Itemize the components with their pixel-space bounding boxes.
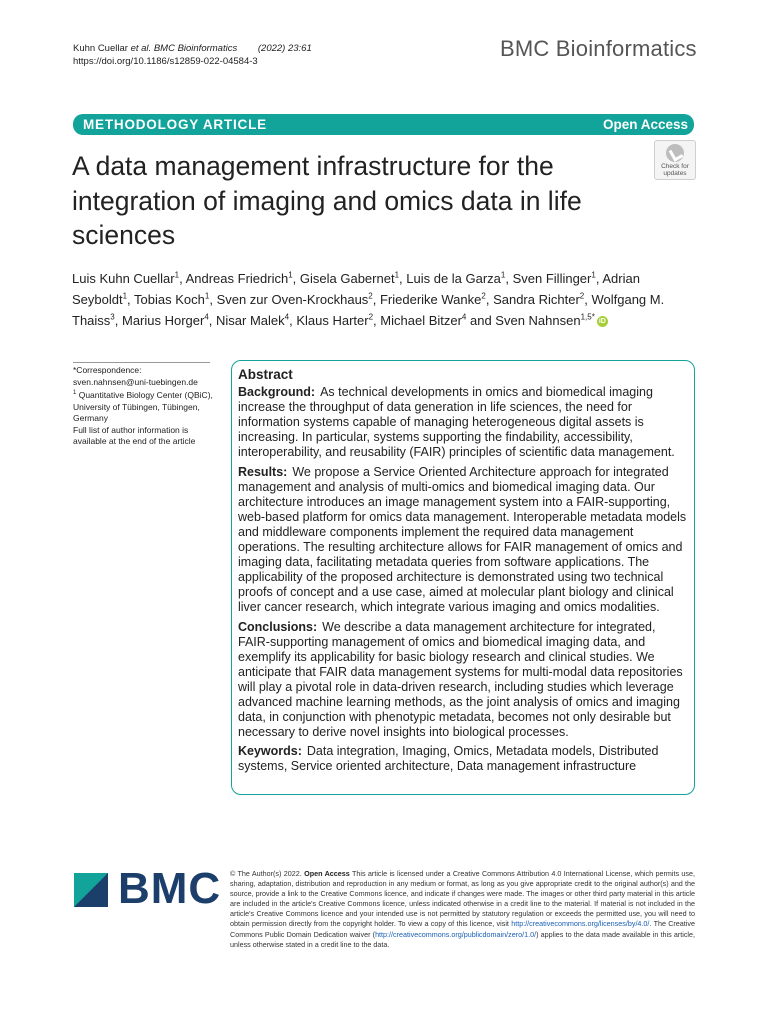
- author-affiliation: 4: [284, 312, 290, 322]
- author[interactable]: [380, 292, 486, 307]
- author-name: Luis de la Garza: [406, 271, 501, 286]
- author-name: Sven Fillinger: [512, 271, 592, 286]
- author-name: Friederike Wanke: [379, 292, 482, 307]
- author-affiliation: 2: [368, 291, 373, 301]
- orcid-icon[interactable]: iD: [598, 318, 606, 326]
- doi-link[interactable]: https://doi.org/10.1186/s12859-022-04584-3: [73, 56, 258, 67]
- author-name: Sven Nahnsen: [495, 313, 581, 328]
- abstract-background: [238, 385, 688, 460]
- author-name: Adrian Seyboldt: [72, 271, 640, 307]
- author[interactable]: [513, 271, 596, 286]
- running-header-citation: [73, 42, 312, 68]
- author[interactable]: [300, 271, 399, 286]
- license-link-cc0[interactable]: http://creativecommons.org/publicdomain/zero/1.0/: [375, 929, 537, 939]
- author-affiliation: 1: [394, 270, 400, 280]
- keywords-label: Keywords:: [238, 744, 302, 759]
- author-affiliation: 2: [579, 291, 585, 301]
- author-affiliation: 1,5*: [580, 312, 595, 322]
- author-affiliation: 1: [122, 291, 128, 301]
- author[interactable]: [493, 292, 584, 307]
- abstract-heading: Abstract: [238, 367, 293, 382]
- badge-line-1: Check for: [661, 163, 689, 170]
- author-affiliation: 4: [204, 312, 209, 322]
- sidebar-divider: [73, 362, 210, 363]
- author-name: Sandra Richter: [493, 292, 580, 307]
- article-title: A data management infrastructure for the integration of imaging and omics data in life sciences: [72, 151, 582, 250]
- author-affiliation: 4: [461, 312, 467, 322]
- bmc-logo-mark: [74, 873, 108, 907]
- affiliation-text: Quantitative Biology Center (QBiC), University of Tübingen, Tübingen, Germany: [73, 390, 213, 424]
- author-name: Wolfgang M. Thaiss: [72, 292, 665, 328]
- article-type-label: METHODOLOGY ARTICLE: [83, 117, 267, 132]
- author-name: Tobias Koch: [134, 292, 205, 307]
- citation-journal: BMC Bioinformatics: [153, 43, 238, 54]
- citation-et-al: et al.: [130, 43, 152, 54]
- background-label: Background:: [238, 385, 316, 400]
- author-affiliation: 2: [481, 291, 486, 301]
- author-name: Sven zur Oven-Krockhaus: [216, 292, 369, 307]
- author[interactable]: [217, 292, 373, 307]
- author-name: Gisela Gabernet: [299, 271, 395, 286]
- affiliation: [73, 388, 213, 425]
- keywords-text: Data integration, Imaging, Omics, Metadata models, Distributed systems, Service oriented architecture, Data management infrastructure: [238, 744, 659, 774]
- check-for-updates-icon: [666, 144, 684, 162]
- background-text: As technical developments in omics and biomedical imaging increase the throughput of data generation in life sciences, the need for information systems capable of managing heterogeneous digital assets is increasing. In particular, systems supporting the findability, accessibility, interoperability, and reusability (FAIR) principles of scientific data management.: [238, 385, 675, 460]
- results-label: Results:: [238, 464, 288, 479]
- license-text-3: ) applies to the data made available in this article, unless otherwise stated in a credit line to the data.: [230, 929, 696, 949]
- author-name: Luis Kuhn Cuellar: [72, 271, 175, 286]
- author-name: Andreas Friedrich: [185, 271, 289, 286]
- license-link-cc-by[interactable]: http://creativecommons.org/licenses/by/4.0/: [511, 919, 650, 929]
- author-affiliation: 1: [591, 270, 596, 280]
- correspondence-label: *Correspondence:: [73, 365, 142, 375]
- citation-line: [73, 42, 312, 55]
- author-name: Nisar Malek: [216, 313, 285, 328]
- abstract-results: [238, 465, 688, 616]
- affiliation-number: 1: [73, 390, 77, 397]
- correspondence-email[interactable]: sven.nahnsen@uni-tuebingen.de: [73, 376, 198, 387]
- author[interactable]: [216, 313, 289, 328]
- abstract-conclusions: [238, 620, 688, 741]
- bmc-logo-text: BMC: [118, 864, 222, 913]
- author[interactable]: [122, 313, 209, 328]
- author[interactable]: [495, 313, 595, 328]
- author-affiliation: 1: [174, 270, 180, 280]
- citation-authors: Kuhn Cuellar: [73, 43, 128, 54]
- abstract: [238, 367, 688, 778]
- author[interactable]: [380, 313, 466, 328]
- license-text-2: . The Creative Commons Public Domain Dedication waiver (: [230, 919, 695, 939]
- author-name: Marius Horger: [121, 313, 205, 328]
- open-access-label: Open Access: [602, 117, 688, 132]
- correspondence-sidebar: [73, 365, 213, 448]
- author[interactable]: [72, 271, 179, 286]
- author[interactable]: [406, 271, 505, 286]
- author[interactable]: [134, 292, 209, 307]
- license-open-access: Open Access: [304, 869, 350, 878]
- author-name: Klaus Harter: [296, 313, 369, 328]
- conclusions-label: Conclusions:: [238, 619, 318, 634]
- author-info-note: Full list of author information is available at the end of the article: [73, 424, 196, 447]
- badge-line-2: updates: [663, 170, 687, 177]
- license-text-1: This article is licensed under a Creative Commons Attribution 4.0 International License, which permits use, sharing, adaptation, distribution and reproduction in any medium or format, as long as you give appropriate credit to the original author(s) and the source, provide a link to the Creative Commons licence, and indicate if changes were made. The images or other third party material in this article are included in the article's Creative Commons licence, unless indicated otherwise in a credit line to the material. If material is not included in the article's Creative Commons licence and your intended use is not permitted by statutory regulation or exceeds the permitted use, you will need to obtain permission directly from the copyright holder. To view a copy of this licence, visit: [230, 869, 695, 929]
- check-for-updates-badge[interactable]: [654, 140, 696, 180]
- abstract-keywords: [238, 744, 688, 774]
- journal-name: BMC Bioinformatics: [500, 36, 697, 61]
- author-affiliation: 1: [500, 270, 506, 280]
- author-name: Michael Bitzer: [380, 313, 462, 328]
- author-affiliation: 2: [368, 312, 374, 322]
- author[interactable]: [296, 313, 373, 328]
- copyright: © The Author(s) 2022.: [230, 869, 302, 878]
- author-affiliation: 1: [288, 270, 293, 280]
- author-affiliation: 1: [204, 291, 210, 301]
- author-list: Luis Kuhn Cuellar$^1$, Andreas Friedrich$^1$, Gisela Gabernet$^1$, Luis de la Garza$^1$, Sven Fillinger$^1$, Adrian Seyboldt$^1$, Tobias Koch$^1$, Sven zur Oven-Krockhaus$^2$, Friederike Wanke$^2$, Sandra Richter$^2$, Wolfgang M. Thaiss$^3$, Marius Horger$^4$, Nisar Malek$^4$, Klaus Harter$^2$, Michael Bitzer$^4$ and Sven Nahnsen$^{1,5*}$ iD: [72, 270, 665, 328]
- citation-year-volume: (2022) 23:61: [257, 43, 312, 54]
- author-affiliation: 3: [110, 312, 115, 322]
- conclusions-text: We describe a data management architecture for integrated, FAIR-supporting management of omics and biomedical imaging data, and exemplify its applicability for basic biology research and clinical studies. We anticipate that FAIR data management systems for multi-modal data repositories will play a pivotal role in data-driven research, including studies which leverage advanced machine learning methods, as the joint analysis of omics and imaging data, in conjunction with phenotypic metadata, becomes not only desirable but necessary to derive novel insights into biological processes.: [238, 619, 683, 740]
- results-text: We propose a Service Oriented Architecture approach for integrated management and analysis of multi-omics and biomedical imaging data. Our architecture introduces an image management system into a FAIR-supporting, web-based platform for omics data management. Interoperable metadata models and middleware components implement the required data management operations. The resulting architecture allows for FAIR management of omics and imaging data, facilitating metadata queries from software applications. The applicability of the proposed architecture is demonstrated using two technical proofs of concept and a use case, aimed at molecular plant biology and clinical liver cancer research, which integrate various imaging and omics modalities.: [238, 464, 687, 615]
- author[interactable]: [186, 271, 293, 286]
- license-statement: [230, 869, 695, 950]
